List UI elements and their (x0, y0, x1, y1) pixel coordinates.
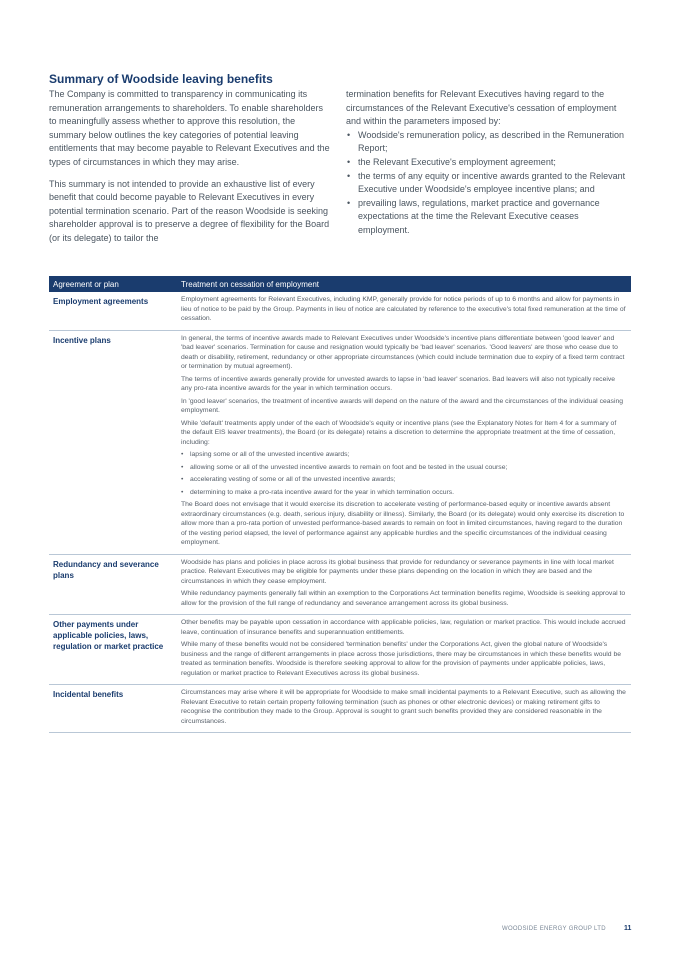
table-row (49, 615, 631, 685)
list-item: • the Relevant Executive's employment agreement; (346, 156, 631, 170)
row-paragraph: In 'good leaver' scenarios, the treatment of incentive awards will depend on the nature of the award and the circumstances of the individual ceasing employment. (181, 397, 624, 414)
row-label: Redundancy and severance plans (49, 554, 177, 615)
row-text (177, 615, 631, 685)
column-header: Agreement or plan (49, 276, 177, 292)
row-label: Employment agreements (49, 292, 177, 330)
column-header: Treatment on cessation of employment (177, 276, 631, 292)
intro-paragraph: termination benefits for Relevant Executives having regard to the circumstances of the Relevant Executive's cessation of employment and within the parameters imposed by: (346, 89, 617, 127)
row-paragraph: The Board does not envisage that it would exercise its discretion to accelerate vesting of performance-based equity or incentive awards absent extraordinary circumstances (e.g. death, serious injury, disability or illness). Similarly, the Board (or its delegate) would only exercise its discretion to allow more than a pro-rata portion of unvested performance-based awards to remain on foot in limited circumstances, having regard to the duration of the vesting period elapsed, the level of performance against any applicable hurdles and the specific circumstances of the individual ceasing employment. (181, 501, 625, 546)
intro-paragraph: This summary is not intended to provide an exhaustive list of every benefit that could become payable to Relevant Executives in every potential termination scenario. Part of the reason Woodside is seeking shareholder approval is to preserve a degree of flexibility for the Board (or its delegate) to tailor the (49, 178, 330, 243)
table-row (49, 685, 631, 733)
row-text (177, 292, 631, 330)
list-item: • accelerating vesting of some or all of the unvested incentive awards; (181, 475, 627, 485)
row-label: Incidental benefits (49, 685, 177, 733)
table-row (49, 330, 631, 554)
row-text (177, 554, 631, 615)
row-label: Other payments under applicable policies, laws, regulation or market practice (49, 615, 177, 685)
list-item: • the terms of any equity or incentive awards granted to the Relevant Executive under Woodside's employee incentive plans; and (346, 170, 631, 197)
intro-left-column (49, 88, 331, 254)
list-item: • Woodside's remuneration policy, as described in the Remuneration Report; (346, 129, 631, 156)
row-paragraph: While redundancy payments generally fall within an exemption to the Corporations Act termination benefits regime, Woodside is seeking approval to allow for the provision of the full range of redundancy and severance arrangement across its global business. (181, 590, 626, 607)
parameters-list (346, 129, 631, 238)
row-paragraph: Woodside has plans and policies in place across its global business that provide for redundancy or severance payments in line with local market practice. Relevant Executives may be eligible for payments under these plans depending on the location in which they are based and the circumstances in which they cease employment. (181, 558, 614, 585)
row-paragraph: While many of these benefits would not be considered 'termination benefits' under the Corporations Act, given the global nature of Woodside's business and the range of different arrangements in place across those jurisdictions, there may be circumstances in which these benefits would be treated as termination benefits. Woodside is therefore seeking approval to allow for the provision of payments under applicable policies, laws, regulation or market practice to Relevant Executives across its global business. (181, 641, 622, 677)
leaving-benefits-table (49, 276, 631, 733)
row-text (177, 330, 631, 554)
table-row (49, 292, 631, 330)
row-text (177, 685, 631, 733)
page-number: 11 (624, 925, 632, 932)
intro-paragraph: The Company is committed to transparency in communicating its remuneration arrangements to shareholders. To enable shareholders to meaningfully assess whether to approve this resolution, the summary below outlines the key categories of potential leaving entitlements that may become payable to Relevant Executives and the types of circumstances in which they may arise. (49, 89, 330, 167)
row-label: Incentive plans (49, 330, 177, 554)
row-paragraph: In general, the terms of incentive awards made to Relevant Executives under Woodside's incentive plans differentiate between 'good leaver' and 'bad leaver' scenarios. Termination for cause and resignation would typically be 'bad leaver' scenarios. 'Good leavers' are those who cease due to death or disability, retirement, redundancy or other appropriate circumstances (which could include termination due to expiry of a fixed term contract or termination by mutual agreement). (181, 334, 625, 370)
list-item: • prevailing laws, regulations, market practice and governance expectations at the time the Relevant Executive ceases employment. (346, 197, 631, 238)
discretion-list (181, 450, 627, 497)
row-paragraph: While 'default' treatments apply under of the each of Woodside's equity or incentive plans (see the Explanatory Notes for Item 4 for a summary of the default EIS leaver treatments), the Board (or its delegate) retains a discretion to determine the appropriate treatment at the time of cessation, including: (181, 419, 617, 446)
footer-company-name: WOODSIDE ENERGY GROUP LTD (502, 926, 606, 932)
table-row (49, 554, 631, 615)
section-title: Summary of Woodside leaving benefits (49, 72, 273, 86)
table-header-row (49, 276, 631, 292)
list-item: • determining to make a pro-rata incentive award for the year in which termination occurs. (181, 488, 627, 498)
row-paragraph: The terms of incentive awards generally provide for unvested awards to lapse in 'bad leaver' scenarios. Bad leavers will also not typically receive any pro-rata incentive awards for the year in which termination occurs. (181, 375, 616, 392)
row-paragraph: Circumstances may arise where it will be appropriate for Woodside to make small incidental payments to a Relevant Executive, such as allowing the Relevant Executive to retain certain property following termination (such as phones or other electronic devices) or making retirement gifts to recognise the contribution they made to the Group. Approval is sought to grant such benefits provided they are considered reasonable in the circumstances. (181, 689, 626, 725)
row-paragraph: Employment agreements for Relevant Executives, including KMP, generally provide for notice periods of up to 6 months and allow for payments in lieu of notice to be paid by the Group. Payments in lieu of notice are calculated by reference to the executive's total fixed remuneration at the time of cessation. (181, 296, 626, 322)
row-paragraph: Other benefits may be payable upon cessation in accordance with applicable policies, law, regulation or market practice. This would include accrued leave, continuation of insurance benefits and superannuation entitlements. (181, 619, 626, 636)
list-item: • allowing some or all of the unvested incentive awards to remain on foot and be tested in the usual course; (181, 463, 627, 473)
intro-right-column (346, 88, 631, 238)
list-item: • lapsing some or all of the unvested incentive awards; (181, 450, 627, 460)
